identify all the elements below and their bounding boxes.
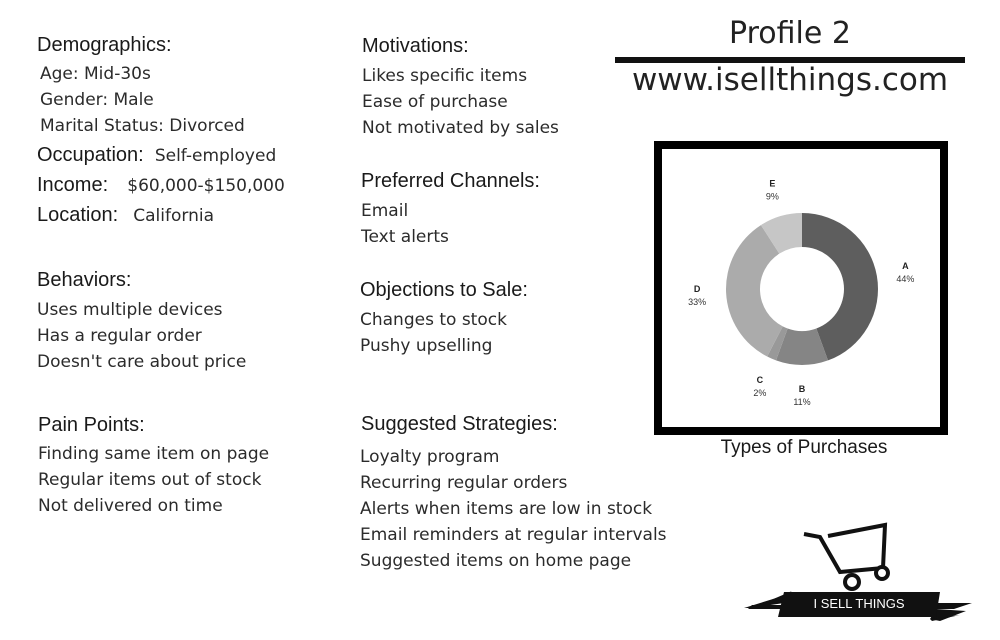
list-item: Changes to stock — [360, 310, 507, 330]
list-item: Loyalty program — [360, 447, 500, 467]
slice-value-label: 44% — [896, 273, 915, 284]
strategies-list — [360, 444, 667, 574]
list-item: Uses multiple devices — [37, 300, 223, 320]
location-value: California — [133, 206, 214, 226]
slice-value-label: 33% — [688, 296, 707, 307]
pain-points-heading: Pain Points: — [38, 414, 145, 436]
chart-caption: Types of Purchases — [720, 437, 888, 458]
list-item: Text alerts — [361, 227, 449, 247]
demographics-list — [40, 61, 245, 139]
list-item: Pushy upselling — [360, 336, 493, 356]
behaviors-list — [37, 297, 246, 375]
channels-list — [361, 198, 449, 250]
logo — [740, 515, 980, 630]
list-item: Age: Mid-30s — [40, 64, 151, 84]
list-item: Alerts when items are low in stock — [360, 499, 653, 519]
strategies-heading: Suggested Strategies: — [361, 413, 558, 435]
slice-category-label: D — [693, 283, 701, 294]
list-item: Finding same item on page — [38, 444, 270, 464]
slice-category-label: B — [798, 384, 806, 394]
demographics-heading: Demographics: — [37, 34, 172, 56]
occupation-value: Self-employed — [154, 146, 277, 166]
slice-value-label: 11% — [793, 397, 811, 407]
pain-points-list — [38, 441, 269, 519]
list-item: Not delivered on time — [38, 496, 223, 516]
list-item: Suggested items on home page — [360, 551, 632, 571]
location-row — [37, 204, 214, 227]
objections-list — [360, 307, 507, 359]
motivations-heading: Motivations: — [362, 35, 469, 57]
list-item: Regular items out of stock — [38, 470, 262, 490]
slice-category-label: E — [769, 178, 776, 189]
income-value: $60,000-$150,000 — [127, 176, 285, 196]
slice-category-label: C — [756, 375, 764, 386]
list-item: Gender: Male — [40, 90, 154, 110]
donut-chart — [662, 149, 940, 427]
list-item: Email reminders at regular intervals — [360, 525, 667, 545]
logo-text: I SELL THINGS — [813, 596, 905, 611]
chart-frame — [654, 141, 948, 435]
behaviors-heading: Behaviors: — [37, 269, 132, 291]
occupation-row — [37, 144, 276, 167]
list-item: Doesn't care about price — [37, 352, 247, 372]
income-label: Income: — [37, 174, 109, 196]
slice-value-label: 9% — [765, 191, 779, 202]
income-row — [37, 174, 285, 197]
list-item: Has a regular order — [37, 326, 202, 346]
occupation-label: Occupation: — [37, 144, 144, 166]
channels-heading: Preferred Channels: — [361, 170, 540, 192]
slice-category-label: A — [902, 260, 909, 271]
slice-value-label: 2% — [753, 388, 767, 399]
list-item: Marital Status: Divorced — [40, 116, 245, 136]
cart-icon — [740, 515, 980, 595]
list-item: Ease of purchase — [362, 92, 508, 112]
list-item: Recurring regular orders — [360, 473, 568, 493]
motivations-list — [362, 63, 559, 141]
profile-title: Profile 2 — [729, 16, 851, 51]
list-item: Not motivated by sales — [362, 118, 559, 138]
website-url: www.isellthings.com — [631, 62, 949, 98]
objections-heading: Objections to Sale: — [360, 279, 528, 301]
list-item: Likes specific items — [362, 66, 528, 86]
list-item: Email — [361, 201, 409, 221]
location-label: Location: — [37, 204, 119, 226]
